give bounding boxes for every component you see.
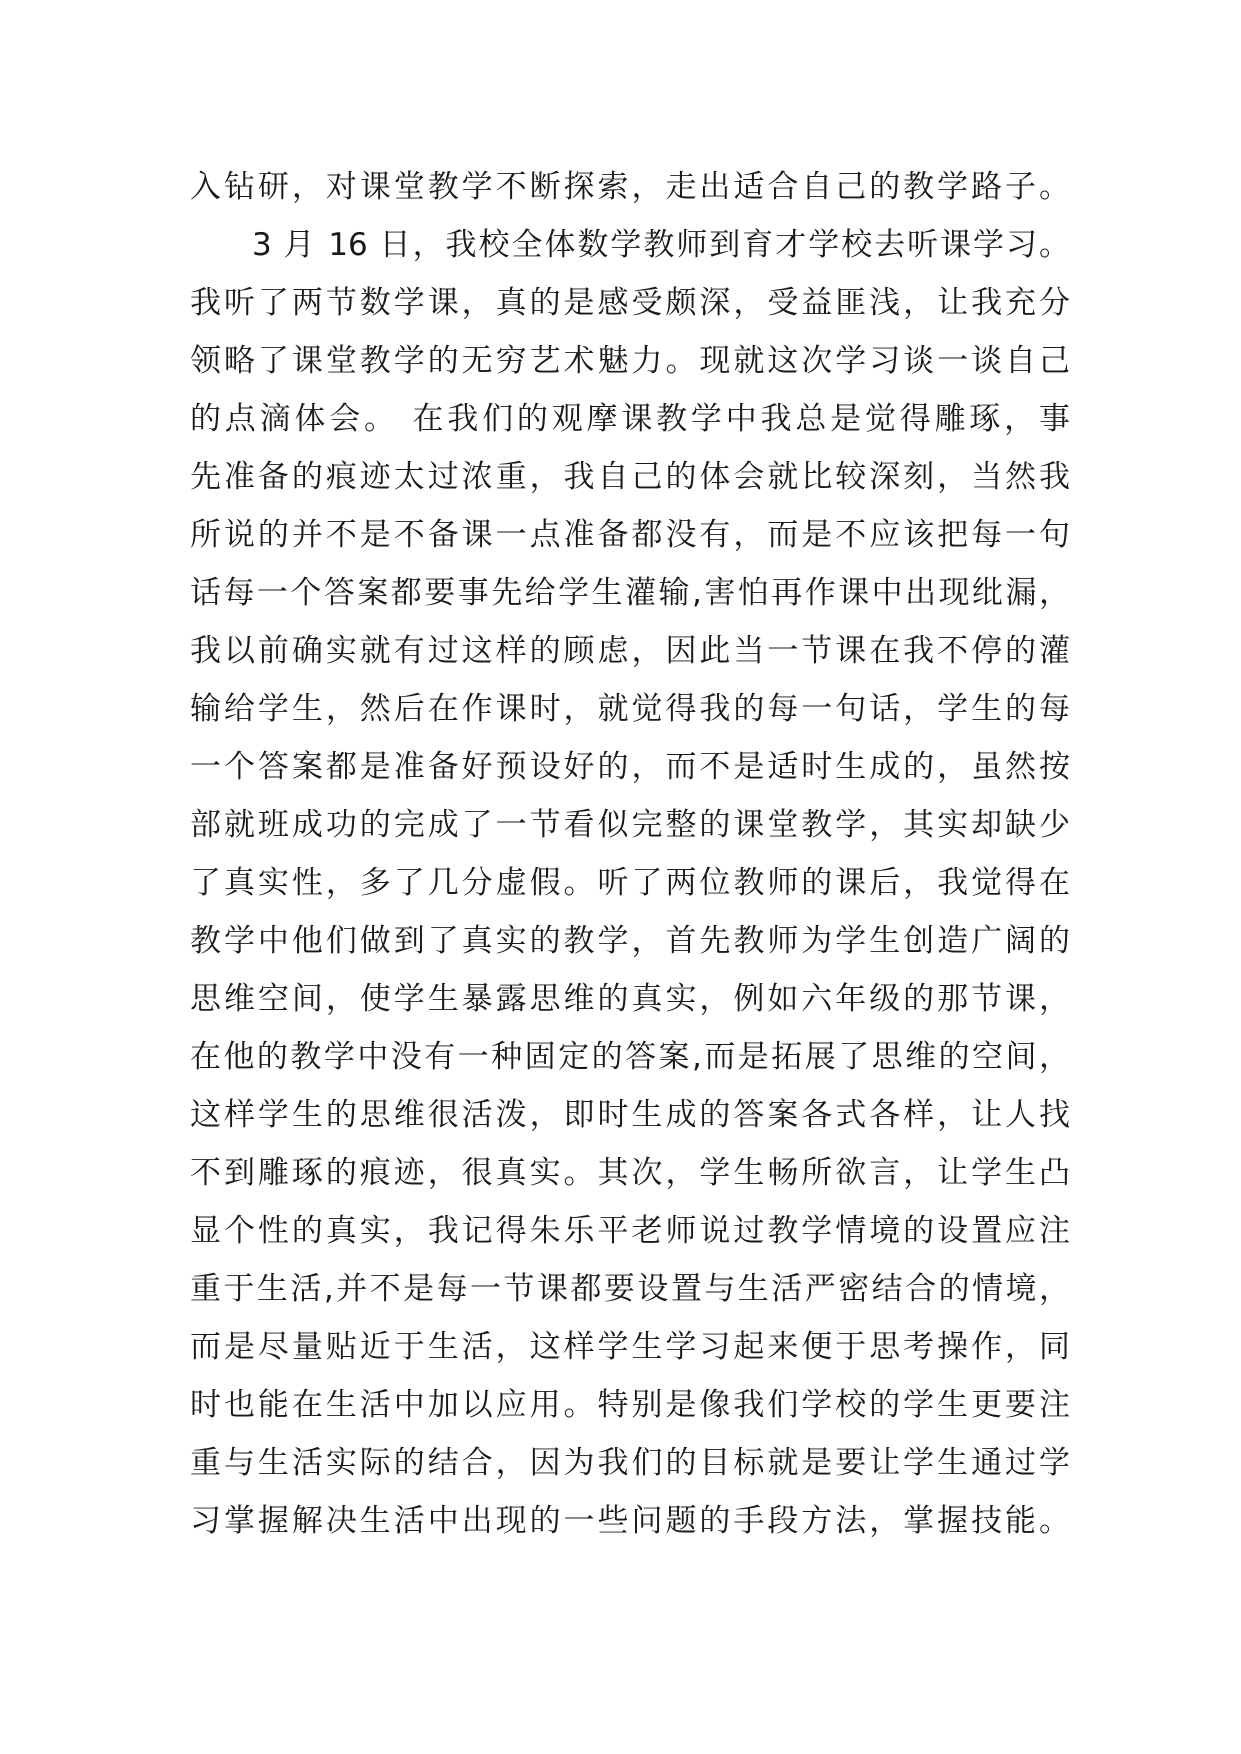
text-line-5: 的点滴体会。 在我们的观摩课教学中我总是觉得雕琢，事	[190, 401, 1070, 437]
text-line-1: 入钻研，对课堂教学不断探索，走出适合自己的教学路子。	[190, 169, 1070, 205]
text-line-15: 思维空间，使学生暴露思维的真实，例如六年级的那节课，	[190, 981, 1070, 1017]
text-line-14: 教学中他们做到了真实的教学，首先教师为学生创造广阔的	[190, 923, 1070, 959]
text-line-12: 部就班成功的完成了一节看似完整的课堂教学，其实却缺少	[190, 807, 1070, 843]
body-text	[190, 158, 1070, 1550]
text-line-6: 先准备的痕迹太过浓重，我自己的体会就比较深刻，当然我	[190, 459, 1070, 495]
text-line-18: 不到雕琢的痕迹，很真实。其次，学生畅所欲言，让学生凸	[190, 1155, 1070, 1191]
text-line-13: 了真实性，多了几分虚假。听了两位教师的课后，我觉得在	[190, 865, 1070, 901]
text-line-7: 所说的并不是不备课一点准备都没有，而是不应该把每一句	[190, 517, 1070, 553]
text-line-4: 领略了课堂教学的无穷艺术魅力。现就这次学习谈一谈自己	[190, 343, 1070, 379]
text-line-8: 话每一个答案都要事先给学生灌输,害怕再作课中出现纰漏，	[190, 575, 1070, 611]
text-line-21: 而是尽量贴近于生活，这样学生学习起来便于思考操作，同	[190, 1329, 1070, 1365]
text-line-23: 重与生活实际的结合，因为我们的目标就是要让学生通过学	[190, 1445, 1070, 1481]
text-line-22: 时也能在生活中加以应用。特别是像我们学校的学生更要注	[190, 1387, 1070, 1423]
text-line-2: 3 月 16 日，我校全体数学教师到育才学校去听课学习。	[252, 227, 1070, 263]
text-line-3: 我听了两节数学课，真的是感受颇深，受益匪浅，让我充分	[190, 285, 1070, 321]
text-line-9: 我以前确实就有过这样的顾虑，因此当一节课在我不停的灌	[190, 633, 1070, 669]
text-line-24: 习掌握解决生活中出现的一些问题的手段方法，掌握技能。	[190, 1503, 1070, 1539]
text-line-20: 重于生活,并不是每一节课都要设置与生活严密结合的情境，	[190, 1271, 1070, 1307]
text-line-17: 这样学生的思维很活泼，即时生成的答案各式各样，让人找	[190, 1097, 1070, 1133]
text-line-16: 在他的教学中没有一种固定的答案,而是拓展了思维的空间，	[190, 1039, 1070, 1075]
text-line-11: 一个答案都是准备好预设好的，而不是适时生成的，虽然按	[190, 749, 1070, 785]
text-line-19: 显个性的真实，我记得朱乐平老师说过教学情境的设置应注	[190, 1213, 1070, 1249]
text-line-10: 输给学生，然后在作课时，就觉得我的每一句话，学生的每	[190, 691, 1070, 727]
